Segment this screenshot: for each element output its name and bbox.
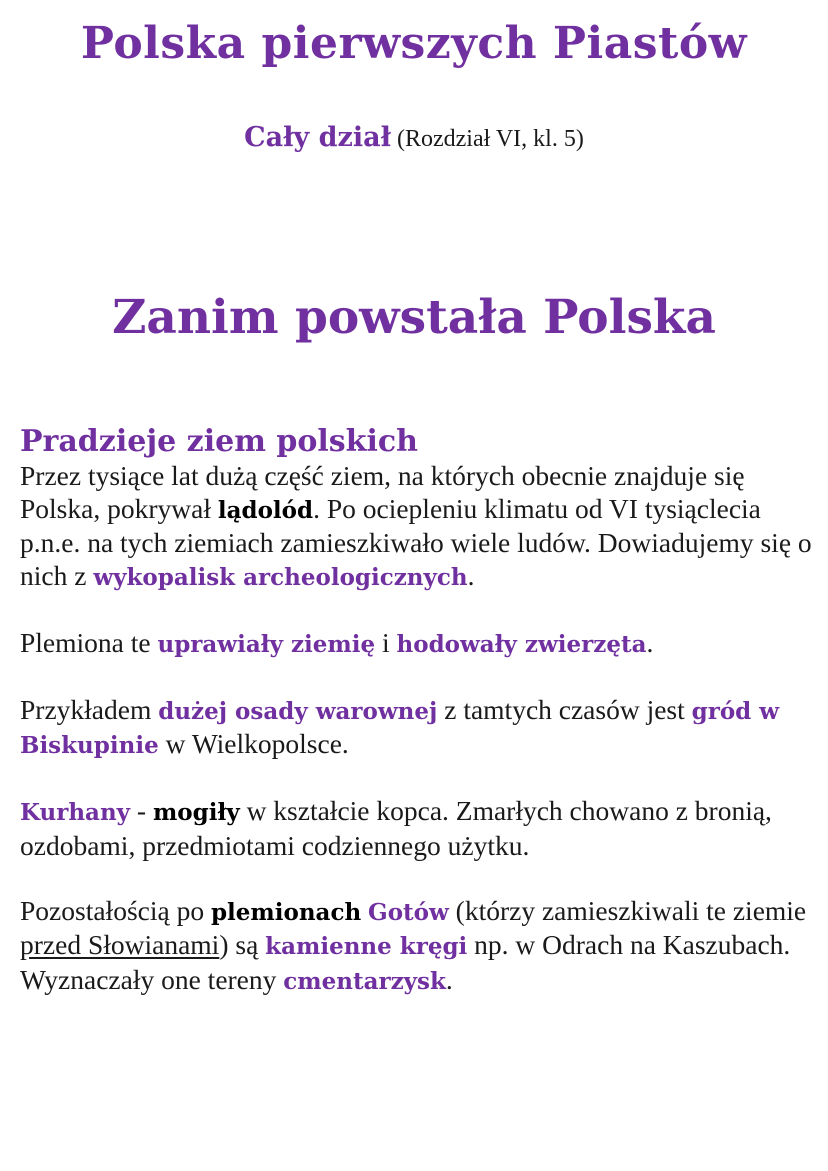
section-content — [20, 424, 820, 998]
page-title: Polska pierwszych Piastów — [80, 18, 748, 69]
subtitle-chapter: (Rozdział VI, kl. 5) — [390, 126, 584, 152]
p5-bold-term: plemionach — [210, 898, 362, 926]
p3-text-1: Przykładem — [20, 693, 159, 725]
paragraph-2 — [20, 627, 820, 662]
p2-text-1: Plemiona te — [20, 626, 158, 658]
p5-highlight-2: kamienne kręgi — [265, 933, 468, 960]
p4-highlight: Kurhany — [20, 799, 131, 826]
spacer — [20, 763, 820, 796]
section-title: Zanim powstała Polska — [112, 290, 716, 345]
p3-highlight-2: gród w Biskupinie — [20, 697, 780, 759]
paragraph-4 — [20, 795, 820, 862]
p1-text-2: . Po ociepleniu klimatu od VI tysiąclecia p.n.e. na tych ziemiach zamieszkiwało wiele ludów. Dowiadujemy się o nich z — [20, 492, 812, 591]
p3-highlight-1: dużej osady warownej — [158, 697, 438, 725]
p2-text-3: . — [646, 626, 654, 658]
page-subtitle — [0, 122, 828, 153]
spacer — [20, 862, 820, 895]
p4-text-2: w kształcie kopca. Zmarłych chowano z bronią, ozdobami, przedmiotami codziennego użytku. — [20, 795, 772, 861]
subtitle-bold: Cały dział — [244, 122, 391, 153]
spacer — [20, 661, 820, 694]
paragraph-1 — [20, 460, 820, 594]
p5-highlight-1: Gotów — [368, 898, 449, 926]
p4-bold-term: mogiły — [152, 799, 240, 826]
p5-text-3: (którzy zamieszkiwali te ziemie — [448, 894, 807, 926]
p1-text-3: . — [467, 559, 475, 591]
p5-underlined: przed Słowianami — [20, 929, 220, 960]
paragraph-5 — [20, 895, 820, 999]
p4-text-1: - — [130, 795, 153, 826]
p1-highlight: wykopalisk archeologicznych — [93, 563, 468, 591]
p2-highlight-2: hodowały zwierzęta — [396, 630, 647, 658]
p5-text-4: ) są — [219, 929, 266, 960]
p5-text-6: . — [445, 963, 453, 995]
p5-highlight-3: cmentarzysk — [283, 967, 446, 995]
paragraph-3 — [20, 694, 820, 763]
p5-text-5: np. w Odrach na Kaszubach. Wyznaczały one tereny — [20, 929, 791, 995]
p1-bold-term: lądolód — [217, 496, 314, 524]
spacer — [20, 594, 820, 627]
p3-text-3: w Wielkopolsce. — [158, 728, 349, 759]
p5-text-1: Pozostałością po — [20, 894, 211, 926]
subheading: Pradzieje ziem polskich — [20, 424, 418, 459]
p2-text-2: i — [375, 626, 397, 658]
p3-text-2: z tamtych czasów jest — [437, 693, 692, 725]
p1-text-1: Przez tysiące lat dużą część ziem, na których obecnie znajduje się Polska, pokrywał — [20, 460, 745, 524]
p2-highlight-1: uprawiały ziemię — [157, 630, 376, 658]
